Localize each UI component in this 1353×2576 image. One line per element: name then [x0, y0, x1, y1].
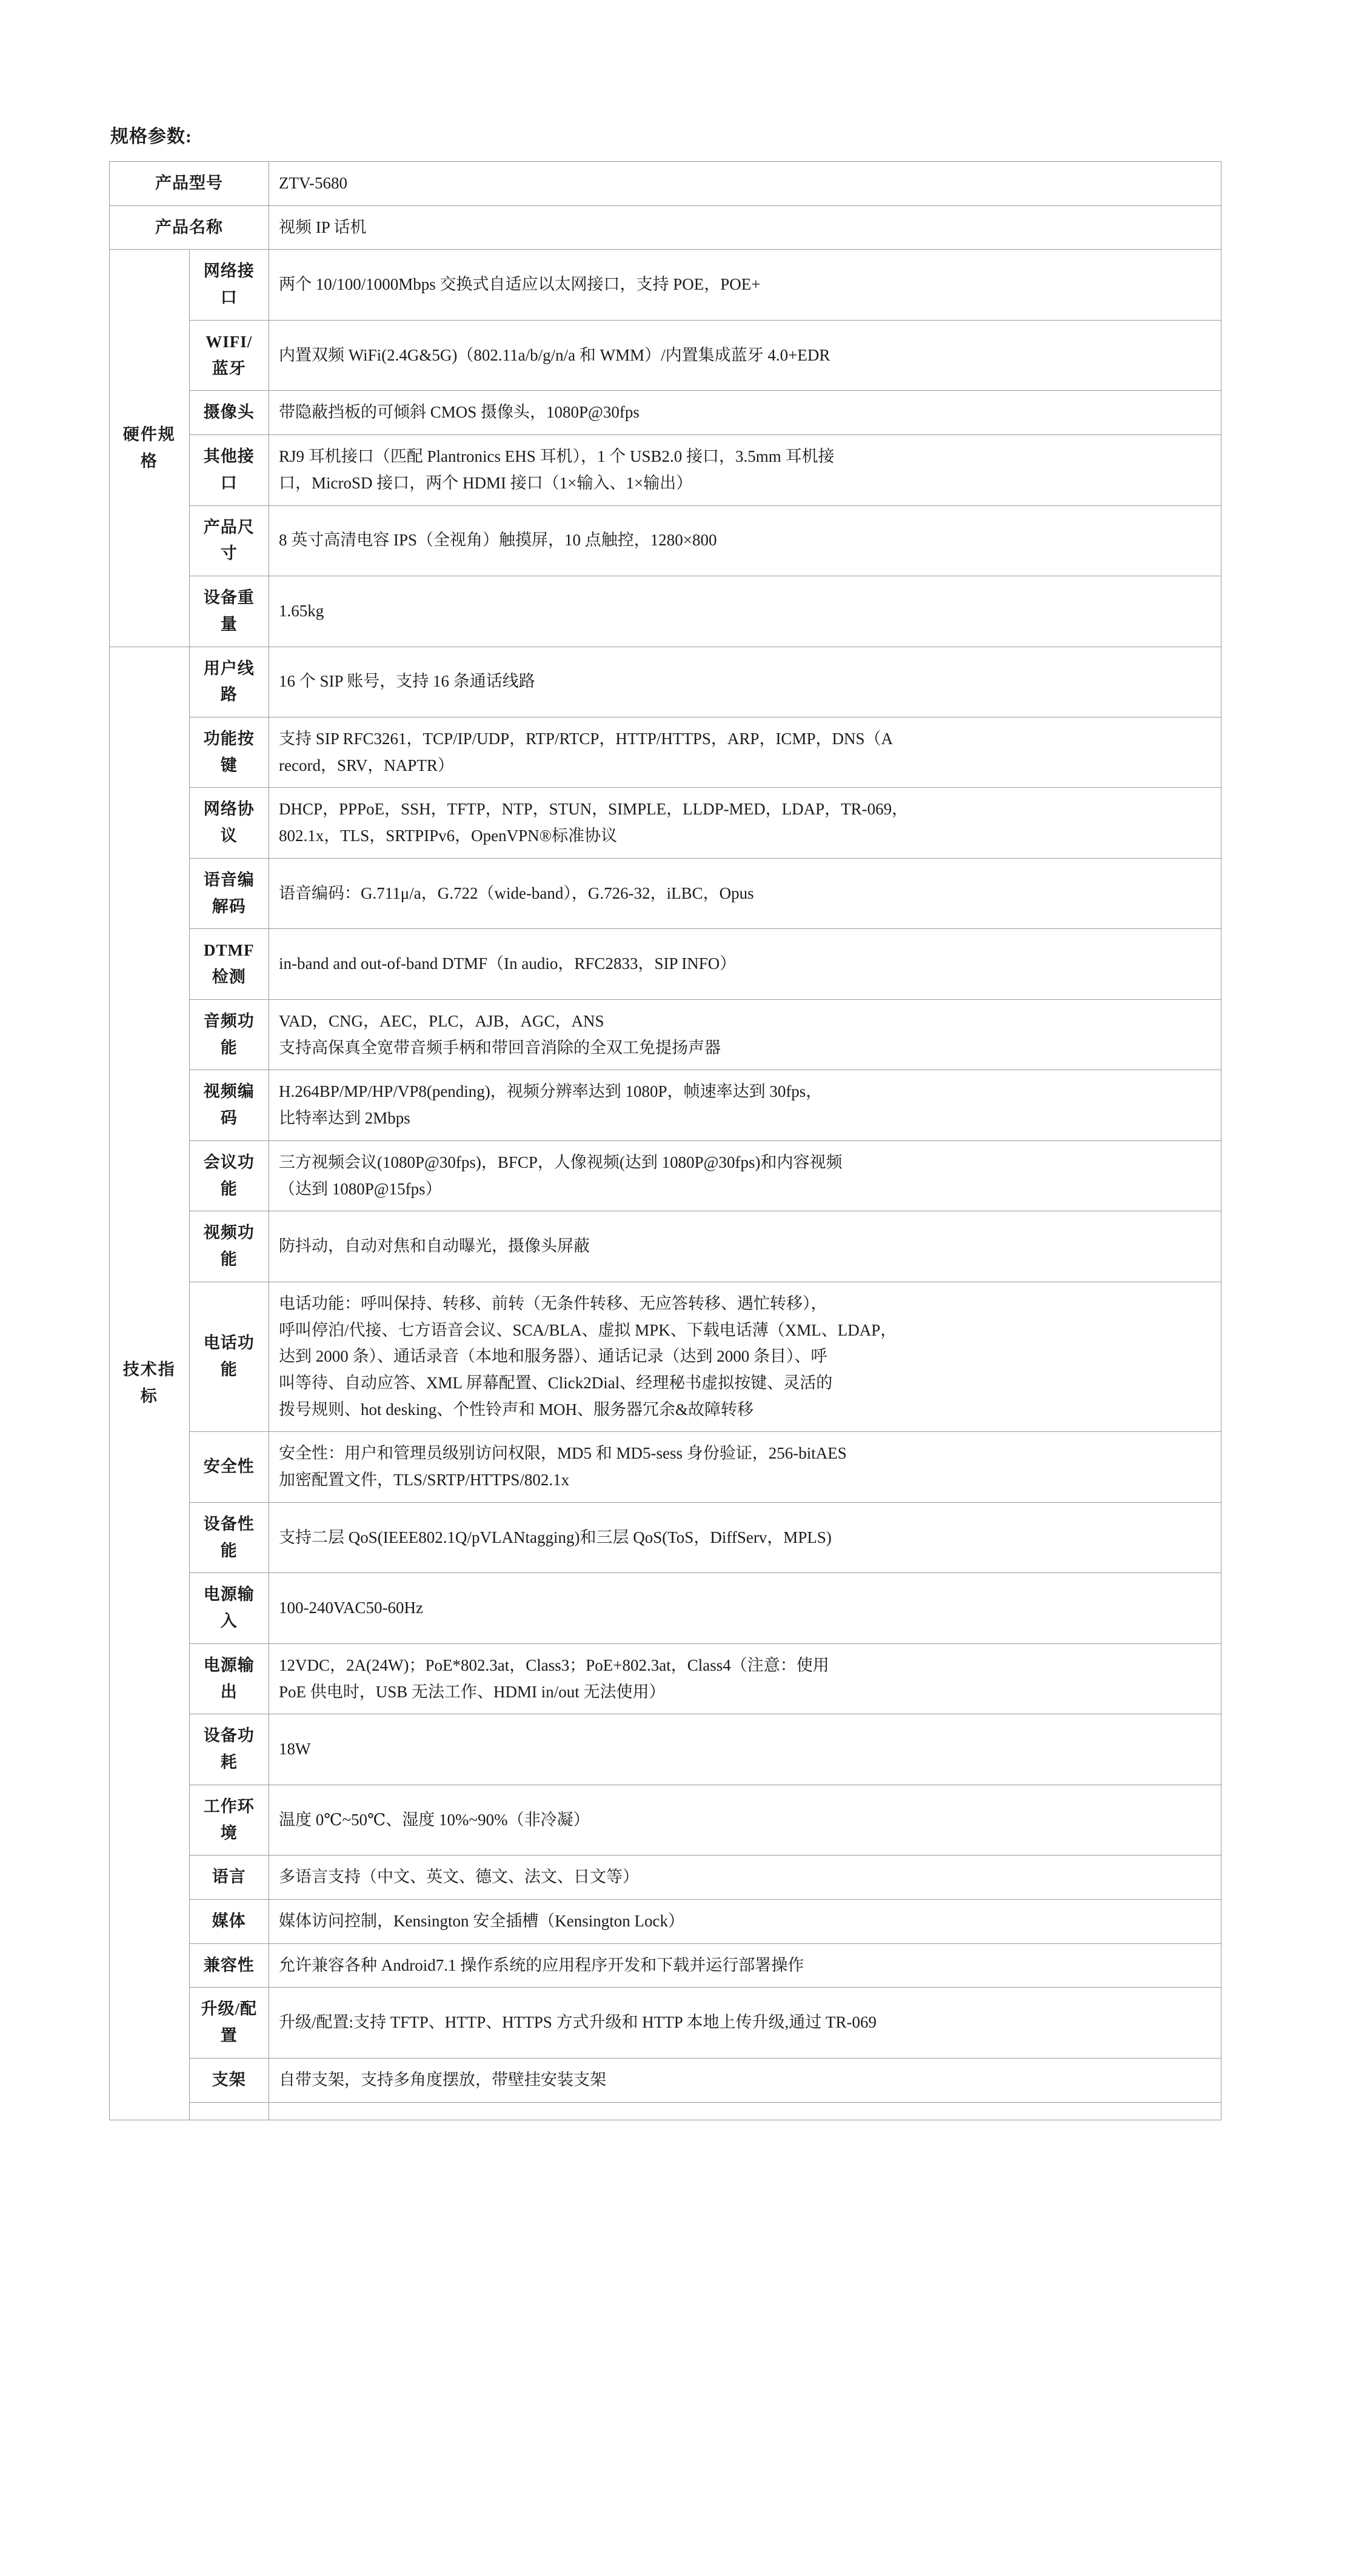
row-label: 设备重量	[189, 576, 269, 647]
row-value	[269, 1282, 1221, 1432]
row-label: 升级/配置	[189, 1988, 269, 2058]
row-value	[269, 505, 1221, 576]
row-value	[269, 858, 1221, 928]
row-label: 产品名称	[110, 205, 269, 250]
value-line: 两个 10/100/1000Mbps 交换式自适应以太网接口，支持 POE，POE+	[279, 275, 761, 294]
row-value	[269, 2102, 1221, 2120]
row-value	[269, 320, 1221, 390]
value-line: 达到 2000 条）、通话录音（本地和服务器）、通话记录（达到 2000 条目）、呼	[279, 1347, 827, 1366]
value-line: 防抖动，自动对焦和自动曝光，摄像头屏蔽	[279, 1237, 590, 1256]
row-value	[269, 999, 1221, 1070]
row-label: 音频功能	[189, 999, 269, 1070]
table-row	[110, 1502, 1221, 1573]
table-row	[110, 929, 1221, 999]
value-line: RJ9 耳机接口（匹配 Plantronics EHS 耳机），1 个 USB2.0 接口，3.5mm 耳机接	[279, 447, 835, 466]
row-value	[269, 1714, 1221, 1785]
table-row	[110, 505, 1221, 576]
table-row	[110, 1643, 1221, 1714]
table-row	[110, 1573, 1221, 1643]
value-line: 支持高保真全宽带音频手柄和带回音消除的全双工免提扬声器	[279, 1038, 721, 1057]
row-value	[269, 788, 1221, 858]
table-row	[110, 858, 1221, 928]
row-label: 功能按键	[189, 717, 269, 788]
row-value	[269, 647, 1221, 717]
value-line: 三方视频会议(1080P@30fps)，BFCP，人像视频(达到 1080P@30fps)和内容视频	[279, 1153, 843, 1171]
row-label: 支架	[189, 2058, 269, 2102]
row-value	[269, 162, 1221, 206]
row-label: 工作环境	[189, 1785, 269, 1855]
value-line: 内置双频 WiFi(2.4G&5G)（802.11a/b/g/n/a 和 WMM）/内置集成蓝牙 4.0+EDR	[279, 345, 830, 364]
row-label: 摄像头	[189, 391, 269, 435]
row-label: 媒体	[189, 1899, 269, 1943]
value-line: 多语言支持（中文、英文、德文、法文、日文等）	[279, 1868, 639, 1886]
row-label: 电源输入	[189, 1573, 269, 1643]
value-line: 叫等待、自动应答、XML 屏幕配置、Click2Dial、经理秘书虚拟按键、灵活的	[279, 1373, 833, 1392]
row-value	[269, 1988, 1221, 2058]
row-label: 网络接口	[189, 250, 269, 320]
row-value	[269, 576, 1221, 647]
value-line: 电话功能：呼叫保持、转移、前转（无条件转移、无应答转移、遇忙转移），	[279, 1294, 827, 1313]
value-line: 视频 IP 话机	[279, 218, 367, 236]
row-label: 语言	[189, 1855, 269, 1900]
value-line: 带隐蔽挡板的可倾斜 CMOS 摄像头，1080P@30fps	[279, 403, 640, 422]
value-line: 8 英寸高清电容 IPS（全视角）触摸屏，10 点触控，1280×800	[279, 531, 717, 550]
table-row	[110, 162, 1221, 206]
value-line: 口，MicroSD 接口，两个 HDMI 接口（1×输入、1×输出）	[279, 473, 693, 492]
row-label: 语音编解码	[189, 858, 269, 928]
row-label: 设备性能	[189, 1502, 269, 1573]
value-line: 1.65kg	[279, 601, 324, 620]
table-row	[110, 1899, 1221, 1943]
table-row	[110, 1714, 1221, 1785]
row-value	[269, 1855, 1221, 1900]
value-line: 加密配置文件，TLS/SRTP/HTTPS/802.1x	[279, 1471, 570, 1489]
row-value	[269, 435, 1221, 505]
row-value	[269, 205, 1221, 250]
table-row	[110, 647, 1221, 717]
table-row	[110, 717, 1221, 788]
row-value	[269, 1643, 1221, 1714]
value-line: 100-240VAC50-60Hz	[279, 1599, 423, 1617]
value-line: 语音编码：G.711μ/a，G.722（wide-band），G.726-32，iLBC，Opus	[279, 884, 754, 902]
value-line: DHCP，PPPoE，SSH，TFTP，NTP，STUN，SIMPLE，LLDP-MED，LDAP，TR-069，	[279, 800, 909, 819]
value-line: PoE 供电时，USB 无法工作、HDMI in/out 无法使用）	[279, 1682, 666, 1701]
row-value	[269, 1899, 1221, 1943]
row-value	[269, 1943, 1221, 1988]
value-line: record，SRV，NAPTR）	[279, 756, 454, 774]
row-label: 电源输出	[189, 1643, 269, 1714]
row-value	[269, 717, 1221, 788]
table-row	[110, 205, 1221, 250]
row-label: 会议功能	[189, 1140, 269, 1211]
row-label: 安全性	[189, 1432, 269, 1502]
row-label: 电话功能	[189, 1282, 269, 1432]
table-row	[110, 1211, 1221, 1282]
value-line: 允许兼容各种 Android7.1 操作系统的应用程序开发和下载并运行部署操作	[279, 1955, 804, 1974]
table-row	[110, 1943, 1221, 1988]
table-row	[110, 1432, 1221, 1502]
row-value	[269, 1070, 1221, 1140]
table-row	[110, 1785, 1221, 1855]
row-label: 网络协议	[189, 788, 269, 858]
row-label: WIFI/蓝牙	[189, 320, 269, 390]
specification-table-body	[110, 162, 1221, 2120]
value-line: 自带支架，支持多角度摆放，带壁挂安装支架	[279, 2070, 606, 2089]
table-row	[110, 1282, 1221, 1432]
row-value	[269, 1573, 1221, 1643]
table-row	[110, 320, 1221, 390]
value-line: 802.1x，TLS，SRTPIPv6，OpenVPN®标准协议	[279, 827, 618, 845]
value-line: ZTV-5680	[279, 174, 347, 192]
value-line: 温度 0℃~50℃、湿度 10%~90%（非冷凝）	[279, 1810, 590, 1829]
table-row	[110, 435, 1221, 505]
value-line: 18W	[279, 1740, 311, 1759]
specification-table	[109, 161, 1221, 2120]
value-line: （达到 1080P@15fps）	[279, 1179, 442, 1198]
table-row	[110, 250, 1221, 320]
row-label: 其他接口	[189, 435, 269, 505]
value-line: VAD，CNG，AEC，PLC，AJB，AGC，ANS	[279, 1011, 604, 1030]
row-label: 产品型号	[110, 162, 269, 206]
value-line: 媒体访问控制，Kensington 安全插槽（Kensington Lock）	[279, 1911, 684, 1930]
row-value	[269, 250, 1221, 320]
page-title: 规格参数:	[110, 127, 192, 147]
row-value	[269, 929, 1221, 999]
row-label: 设备功耗	[189, 1714, 269, 1785]
value-line: 拨号规则、hot desking、个性铃声和 MOH、服务器冗余&故障转移	[279, 1400, 753, 1419]
row-value	[269, 1140, 1221, 1211]
table-row	[110, 1140, 1221, 1211]
value-line: H.264BP/MP/HP/VP8(pending)，视频分辨率达到 1080P，帧速率达到 30fps，	[279, 1082, 823, 1101]
group-label-technical: 技术指标	[110, 647, 190, 2120]
table-row	[110, 1855, 1221, 1900]
table-row	[110, 999, 1221, 1070]
value-line: in-band and out-of-band DTMF（In audio，RFC2833，SIP INFO）	[279, 954, 737, 973]
row-label: 兼容性	[189, 1943, 269, 1988]
row-label: 产品尺寸	[189, 505, 269, 576]
row-value	[269, 391, 1221, 435]
row-value	[269, 1785, 1221, 1855]
value-line: 升级/配置:支持 TFTP、HTTP、HTTPS 方式升级和 HTTP 本地上传升级,通过 TR-069	[279, 2013, 877, 2032]
table-row	[110, 1070, 1221, 1140]
value-line: 16 个 SIP 账号，支持 16 条通话线路	[279, 672, 535, 691]
value-line: 比特率达到 2Mbps	[279, 1109, 410, 1128]
table-row	[110, 1988, 1221, 2058]
row-label: DTMF 检测	[189, 929, 269, 999]
table-row	[110, 2102, 1221, 2120]
row-value	[269, 1211, 1221, 1282]
value-line: 支持 SIP RFC3261，TCP/IP/UDP，RTP/RTCP，HTTP/HTTPS，ARP，ICMP，DNS（A	[279, 730, 893, 748]
group-label-hardware: 硬件规格	[110, 250, 190, 647]
row-label: 用户线路	[189, 647, 269, 717]
table-row	[110, 2058, 1221, 2102]
table-row	[110, 788, 1221, 858]
row-label	[189, 2102, 269, 2120]
row-label: 视频功能	[189, 1211, 269, 1282]
row-value	[269, 1502, 1221, 1573]
value-line: 支持二层 QoS(IEEE802.1Q/pVLANtagging)和三层 QoS(ToS，DiffServ，MPLS)	[279, 1528, 832, 1546]
row-value	[269, 1432, 1221, 1502]
value-line: 12VDC，2A(24W)；PoE*802.3at，Class3；PoE+802.3at，Class4（注意：使用	[279, 1656, 829, 1674]
table-row	[110, 576, 1221, 647]
row-value	[269, 2058, 1221, 2102]
value-line: 呼叫停泊/代接、七方语音会议、SCA/BLA、虚拟 MPK、下载电话薄（XML、LDAP，	[279, 1320, 897, 1339]
table-row	[110, 391, 1221, 435]
row-label: 视频编码	[189, 1070, 269, 1140]
value-line: 安全性：用户和管理员级别访问权限，MD5 和 MD5-sess 身份验证，256-bitAES	[279, 1444, 847, 1463]
